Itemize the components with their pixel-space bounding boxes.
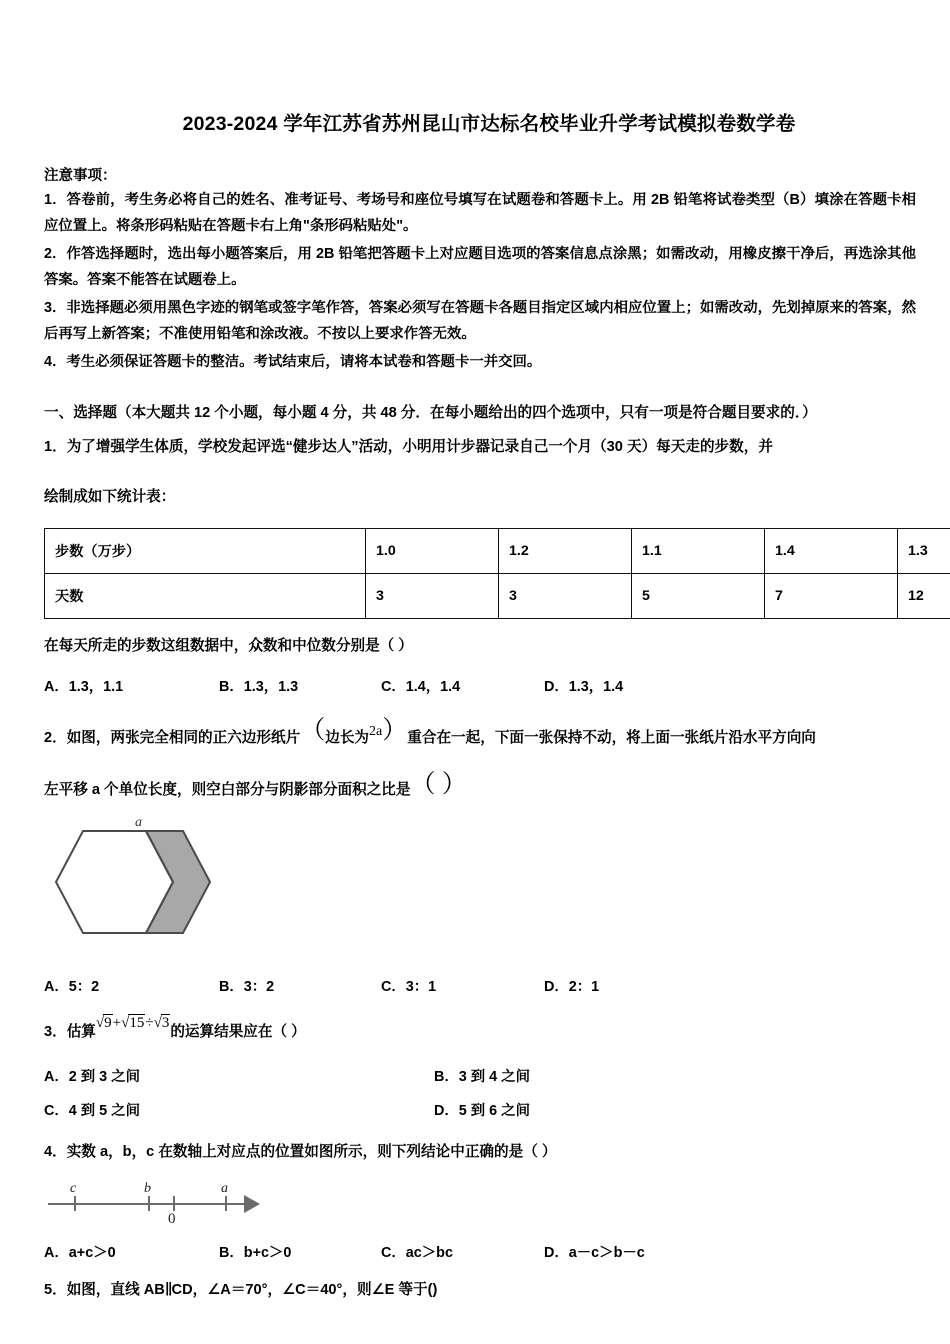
question-3-expression: √9+√15÷√3 [95,1014,170,1031]
question-1-stem: 1．为了增强学生体质，学校发起评选“健步达人”活动，小明用计步器记录自己一个月（30 天）每天走的步数，并 [44,438,773,455]
question-5-stem-post: CD，∠A＝70°，∠C＝40°，则∠E 等于() [171,1281,438,1298]
question-1-stem-continued: 绘制成如下统计表： [44,488,176,505]
number-line-label-a: a [221,1180,228,1196]
number-line-label-b: b [144,1180,151,1196]
question-4-option-c[interactable]: C．ac＞bc [381,1244,453,1261]
question-4-option-d[interactable]: D．a－c＞b－c [544,1244,645,1261]
table-cell-steps-2: 1.2 [499,528,632,573]
question-3-option-b[interactable]: B．3 到 4 之间 [434,1068,530,1085]
question-2-stem-inner: 边长为 [325,729,370,746]
question-4-option-a[interactable]: A．a+c＞0 [44,1244,116,1261]
notice-item-4: 4．考生必须保证答题卡的整洁。考试结束后，请将本试卷和答题卡一并交回。 [44,354,542,370]
notice-item-1: 1．答卷前，考生务必将自己的姓名、准考证号、考场号和座位号填写在试题卷和答题卡上。用 2B 铅笔将试卷类型（B）填涂在答题卡相应位置上。将条形码粘贴在答题卡右上角"条形码粘贴处"。 [44,192,916,234]
table-cell-days-3: 5 [632,573,765,618]
section-one-heading: 一、选择题（本大题共 12 个小题，每小题 4 分，共 48 分．在每小题给出的四个选项中，只有一项是符合题目要求的．） [44,404,817,421]
question-1-option-c[interactable]: C．1.4，1.4 [381,678,461,695]
tick-c [74,1196,76,1211]
page-content [44,0,928,1303]
radicand-1: 9 [104,1014,112,1031]
table-row-label-days: 天数 [45,573,366,618]
question-3-options-row-2 [44,1099,916,1121]
table-cell-steps-3: 1.1 [632,528,765,573]
question-2-answer-paren: （ ） [410,770,467,798]
table-cell-days-1: 3 [366,573,499,618]
math-operator-plus: + [112,1014,122,1031]
hexagon-svg [50,814,250,947]
paren-right: ） [382,716,408,744]
table-row [45,528,950,573]
question-2-option-b[interactable]: B．3：2 [219,978,275,995]
question-2-stem-continued [44,770,916,803]
hexagon-shaded-figure [50,814,250,965]
question-5-stem [44,1277,916,1303]
question-3-option-c[interactable]: C．4 到 5 之间 [44,1102,140,1119]
question-4-stem: 4．实数 a，b，c 在数轴上对应点的位置如图所示，则下列结论中正确的是（ ） [44,1143,557,1160]
question-1-option-a[interactable]: A．1.3，1.1 [44,678,124,695]
question-4-options [44,1241,916,1263]
tick-b [148,1196,150,1211]
table-cell-steps-1: 1.0 [366,528,499,573]
question-2-option-d[interactable]: D．2：1 [544,978,600,995]
question-3-option-d[interactable]: D．5 到 6 之间 [434,1102,530,1119]
question-1-options [44,675,916,697]
question-3-stem-pre: 3．估算 [44,1023,96,1040]
question-1-option-d[interactable]: D．1.3，1.4 [544,678,624,695]
tick-origin [173,1196,175,1211]
radicand-2: 15 [129,1014,145,1031]
statistics-table [44,528,950,619]
table-cell-steps-4: 1.4 [765,528,898,573]
table-cell-days-2: 3 [499,573,632,618]
number-line-label-origin: 0 [168,1210,176,1227]
table-row [45,573,950,618]
question-3-options-row-1 [44,1065,916,1087]
tick-a [225,1196,227,1211]
radicand-3: 3 [161,1014,170,1031]
page-title: 2023-2024 学年江苏省苏州昆山市达标名校毕业升学考试模拟卷数学卷 [182,113,796,135]
question-3-stem [44,1014,916,1045]
table-row-label-steps: 步数（万步） [45,528,366,573]
number-line-figure [48,1173,288,1235]
question-3-stem-post: 的运算结果应在（ ） [170,1023,306,1040]
notice-item-2: 2．作答选择题时，选出每小题答案后，用 2B 铅笔把答题卡上对应题目选项的答案信息点涂黑；如需改动，用橡皮擦干净后，再选涂其他答案。答案不能答在试题卷上。 [44,246,916,288]
question-2-stem-cont-text: 左平移 a 个单位长度，则空白部分与阴影部分面积之比是 [44,781,411,798]
paren-left: （ [300,716,326,744]
question-5-stem-pre: 5．如图，直线 AB [44,1281,165,1298]
number-line-axis [48,1203,246,1205]
parallel-icon: ∥ [164,1281,172,1298]
notice-item-3: 3．非选择题必须用黑色字迹的钢笔或签字笔作答，答案必须写在答题卡各题目指定区域内相应位置上；如需改动，先划掉原来的答案，然后再写上新答案；不准使用铅笔和涂改液。不按以上要求作答无效。 [44,300,916,342]
question-1-option-b[interactable]: B．1.3，1.3 [219,678,299,695]
math-operator-divide: ÷ [145,1014,154,1031]
notice-heading: 注意事项： [44,168,117,184]
question-1-sub-prompt: 在每天所走的步数这组数据中，众数和中位数分别是（ ） [44,637,413,654]
table-cell-days-5: 12 [898,573,950,618]
number-line-label-c: c [70,1180,77,1196]
question-2-stem-post: 重合在一起，下面一张保持不动，将上面一张纸片沿水平方向向 [407,729,816,746]
question-2-stem-pre: 2．如图，两张完全相同的正六边形纸片 [44,729,301,746]
question-3-option-a[interactable]: A．2 到 3 之间 [44,1068,140,1085]
question-2-option-a[interactable]: A．5：2 [44,978,100,995]
hexagon-shaded-region [146,831,210,933]
table-cell-steps-5: 1.3 [898,528,950,573]
hexagon-label-a: a [135,814,142,830]
question-2-options [44,975,916,997]
question-2-side-length-value: 2a [369,723,383,739]
question-2-option-c[interactable]: C．3：1 [381,978,437,995]
question-2-stem [44,716,916,751]
question-4-option-b[interactable]: B．b+c＞0 [219,1244,292,1261]
table-cell-days-4: 7 [765,573,898,618]
number-line-arrow-icon [244,1195,260,1213]
